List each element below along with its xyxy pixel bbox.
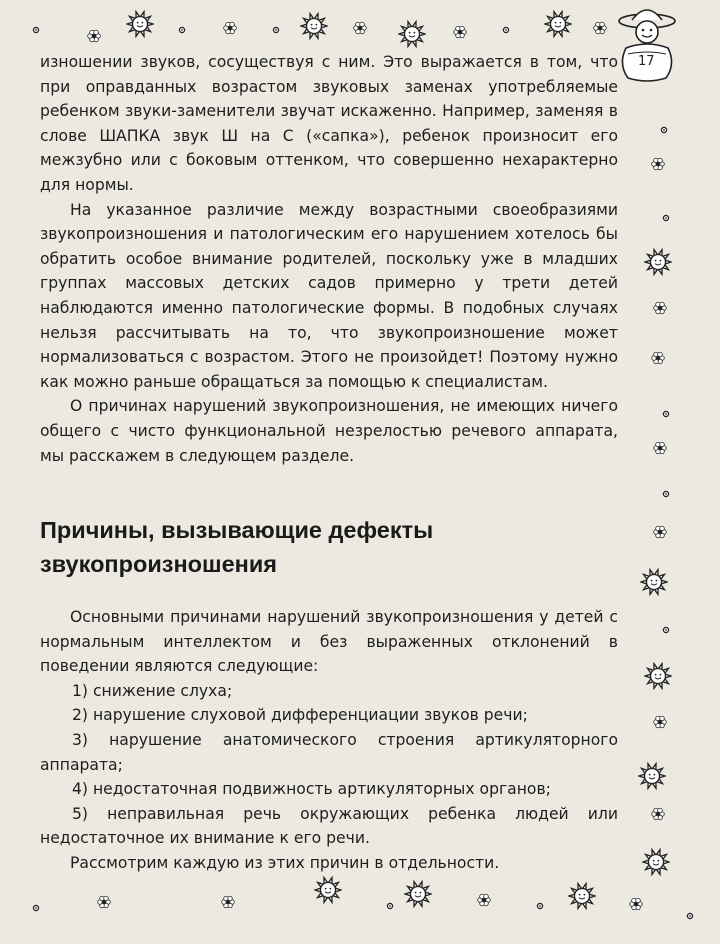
sun-face-icon bbox=[544, 10, 572, 38]
sun-face-icon bbox=[568, 882, 596, 910]
section-heading: Причины, вызывающие дефекты звукопроизношения bbox=[40, 517, 434, 577]
flower-icon bbox=[220, 894, 236, 910]
list-item: 3) нарушение анатомического строения артикуляторного аппарата; bbox=[40, 730, 618, 774]
intro-paragraph: Основными причинами нарушений звукопроизношения у детей с нормальным интеллектом и без выраженных отклонений в поведении являются следующие: bbox=[40, 608, 618, 676]
flower-icon bbox=[452, 24, 468, 40]
flower-icon bbox=[650, 806, 666, 822]
dot-flower-icon bbox=[500, 24, 512, 36]
sun-face-icon bbox=[642, 848, 670, 876]
dot-flower-icon bbox=[30, 24, 42, 36]
sun-face-icon bbox=[404, 880, 432, 908]
paragraph: О причинах нарушений звукопроизношения, не имеющих ничего общего с чисто функциональной незрелостью речевого аппарата, мы расскажем в следующем разделе. bbox=[40, 397, 618, 465]
dot-flower-icon bbox=[660, 624, 672, 636]
list-item: 2) нарушение слуховой дифференциации звуков речи; bbox=[72, 706, 528, 725]
list-item: 5) неправильная речь окружающих ребенка людей или недостаточное их внимание к его речи. bbox=[40, 804, 618, 848]
list-item: 4) недостаточная подвижность артикуляторных органов; bbox=[72, 780, 551, 799]
sun-face-icon bbox=[126, 10, 154, 38]
sun-face-icon bbox=[398, 20, 426, 48]
dot-flower-icon bbox=[660, 488, 672, 500]
paragraph: На указанное различие между возрастными своеобразиями звукопроизношения и патологическим его нарушением хотелось бы обратить особое внимание родителей, поскольку уже в младших группах массовых детских садов примерно у трети детей наблюдаются именно патологические формы. В подобных случаях нельзя рассчитывать на то, что звукопроизношение может нормализоваться с возрастом. Этого не произойдет! Поэтому нужно как можно раньше обращаться за помощью к специалистам. bbox=[40, 200, 618, 391]
dot-flower-icon bbox=[384, 900, 396, 912]
flower-icon bbox=[476, 892, 492, 908]
dot-flower-icon bbox=[30, 902, 42, 914]
body-text-bottom bbox=[40, 605, 618, 876]
dot-flower-icon bbox=[270, 24, 282, 36]
girl-mascot-icon bbox=[616, 4, 678, 82]
dot-flower-icon bbox=[658, 124, 670, 136]
sun-face-icon bbox=[640, 568, 668, 596]
flower-icon bbox=[222, 20, 238, 36]
sun-face-icon bbox=[644, 248, 672, 276]
flower-icon bbox=[86, 28, 102, 44]
sun-face-icon bbox=[300, 12, 328, 40]
page-number-badge bbox=[616, 4, 678, 82]
sun-face-icon bbox=[314, 876, 342, 904]
flower-icon bbox=[652, 524, 668, 540]
page-number: 17 bbox=[638, 54, 655, 69]
flower-icon bbox=[592, 20, 608, 36]
flower-icon bbox=[96, 894, 112, 910]
flower-icon bbox=[352, 20, 368, 36]
sun-face-icon bbox=[638, 762, 666, 790]
flower-icon bbox=[652, 714, 668, 730]
dot-flower-icon bbox=[660, 212, 672, 224]
flower-icon bbox=[628, 896, 644, 912]
paragraph: изношении звуков, сосуществуя с ним. Это выражается в том, что при оправданных возрастом звуковых заменах употребляемые ребенком звуки-заменители звучат искаженно. Например, заменяя в слове ШАПКА звук Ш на С («сапка»), ребенок произносит его межзубно или с боковым оттенком, что совершенно нехарактерно для нормы. bbox=[40, 53, 618, 194]
flower-icon bbox=[652, 300, 668, 316]
flower-icon bbox=[650, 156, 666, 172]
sun-face-icon bbox=[644, 662, 672, 690]
flower-icon bbox=[652, 440, 668, 456]
dot-flower-icon bbox=[684, 910, 696, 922]
dot-flower-icon bbox=[534, 900, 546, 912]
flower-icon bbox=[650, 350, 666, 366]
closing-paragraph: Рассмотрим каждую из этих причин в отдельности. bbox=[70, 853, 500, 872]
body-text-top bbox=[40, 50, 618, 468]
dot-flower-icon bbox=[660, 408, 672, 420]
list-item: 1) снижение слуха; bbox=[72, 681, 233, 700]
dot-flower-icon bbox=[176, 24, 188, 36]
